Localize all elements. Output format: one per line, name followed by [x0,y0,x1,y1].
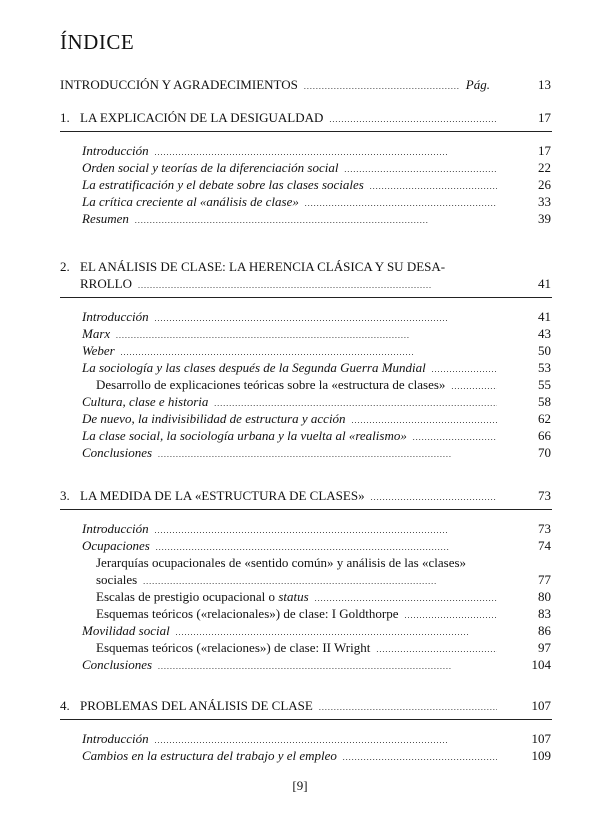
chapter-title: PROBLEMAS DEL ANÁLISIS DE CLASE [80,698,313,713]
entry-page: 53 [538,360,551,375]
entry-label: La estratificación y el debate sobre las clases sociales [82,177,364,192]
chapter-title: LA MEDIDA DE LA «ESTRUCTURA DE CLASES» [80,488,365,503]
page-title: ÍNDICE [60,30,135,54]
entry-label: Cultura, clase e historia [82,394,209,409]
entry-label: Introducción [82,521,149,536]
entry-label: Introducción [82,731,149,746]
page-number-footer: [9] [292,778,308,793]
chapter-page: 41 [538,276,551,291]
entry-page: 62 [538,411,551,426]
chapter-title: RROLLO [80,276,132,291]
entry-label: Conclusiones [82,445,153,460]
entry-page: 74 [538,538,551,553]
entry-label: Jerarquías ocupacionales de «sentido común» y análisis de las «clases» [96,555,467,570]
chapter-page: 73 [538,488,551,503]
entry-page: 22 [538,160,551,175]
entry-page: 58 [538,394,551,409]
entry-page: 97 [538,640,551,655]
entry-label: Desarrollo de explicaciones teóricas sobre la «estructura de clases» [96,377,446,392]
entry-page: 83 [538,606,551,621]
entry-label: Marx [82,326,111,341]
entry-label: La crítica creciente al «análisis de clase» [82,194,299,209]
entry-page: 26 [538,177,551,192]
entry-label: Resumen [82,211,129,226]
entry-label-italic: status [278,589,309,604]
chapter-page: 107 [531,698,551,713]
entry-label: La clase social, la sociología urbana y la vuelta al «realismo» [82,428,407,443]
entry-label: sociales [96,572,138,587]
entry-label: Introducción [82,309,149,324]
entry-page: 41 [538,309,551,324]
entry-label: Ocupaciones [82,538,150,553]
entry-label: De nuevo, la indivisibilidad de estructura y acción [82,411,346,426]
entry-page: 109 [531,748,551,763]
entry-page: 66 [538,428,551,443]
entry-page: 17 [538,143,551,158]
entry-page: 70 [538,445,551,460]
entry-label: Cambios en la estructura del trabajo y el empleo [82,748,337,763]
entry-label: Weber [82,343,115,358]
entry-label: Escalas de prestigio ocupacional o [96,589,279,604]
chapter-title: LA EXPLICACIÓN DE LA DESIGUALDAD [80,110,324,125]
chapter-number: 1. [60,110,70,125]
toc-intro-label: INTRODUCCIÓN Y AGRADECIMIENTOS [60,77,298,92]
entry-label: Esquemas teóricos («relacionales») de clase: I Goldthorpe [96,606,399,621]
chapter-number: 2. [60,259,70,274]
entry-label: Movilidad social [82,623,170,638]
entry-page: 43 [538,326,551,341]
entry-page: 77 [538,572,551,587]
entry-label: Conclusiones [82,657,153,672]
toc-intro-page: 13 [538,77,551,92]
entry-page: 86 [538,623,551,638]
entry-page: 50 [538,343,551,358]
entry-page: 39 [538,211,551,226]
entry-label: Introducción [82,143,149,158]
entry-page: 55 [538,377,551,392]
entry-label: Orden social y teorías de la diferenciación social [82,160,339,175]
entry-page: 107 [531,731,551,746]
chapter-title: EL ANÁLISIS DE CLASE: LA HERENCIA CLÁSICA Y SU DESA- [80,259,446,274]
entry-label: Esquemas teóricos («relaciones») de clase: II Wright [96,640,371,655]
entry-page: 104 [531,657,551,672]
chapter-number: 3. [60,488,70,503]
entry-page: 80 [538,589,551,604]
entry-page: 73 [538,521,551,536]
chapter-number: 4. [60,698,70,713]
chapter-page: 17 [538,110,551,125]
pag-abbrev: Pág. [465,77,490,92]
entry-page: 33 [538,194,551,209]
entry-label: La sociología y las clases después de la Segunda Guerra Mundial [82,360,426,375]
